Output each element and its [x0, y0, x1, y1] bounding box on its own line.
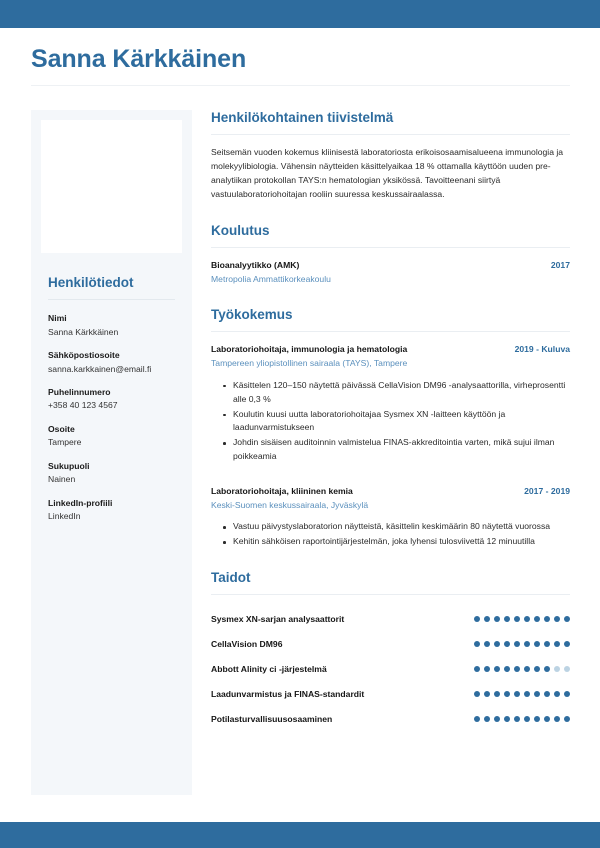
experience-role: Laboratoriohoitaja, kliininen kemia [211, 486, 353, 497]
skills-divider [211, 594, 570, 595]
skill-rating [474, 691, 570, 697]
rating-dot-filled [564, 616, 570, 622]
rating-dot-filled [484, 616, 490, 622]
education-date: 2017 [550, 260, 570, 271]
rating-dot-filled [564, 716, 570, 722]
experience-list [211, 343, 570, 549]
rating-dot-filled [514, 641, 520, 647]
section-education [211, 223, 570, 286]
education-entry-header [211, 259, 570, 272]
section-skills [211, 570, 570, 731]
rating-dot-filled [484, 641, 490, 647]
personal-detail-item [41, 460, 182, 486]
education-divider [211, 247, 570, 248]
rating-dot-filled [544, 716, 550, 722]
rating-dot-filled [484, 691, 490, 697]
rating-dot-filled [494, 691, 500, 697]
personal-detail-item [41, 497, 182, 523]
personal-detail-label: Puhelinnumero [48, 387, 111, 397]
summary-text: Seitsemän vuoden kokemus kliinisestä laboratoriosta erikoisosaamisalueena immunologia ja molekyylibiologia. Vähensin näytteiden käsittelyaikaa 18 % ottamalla käyttöön uuden pre-analytiikan protokollan TAYS:n hematologian yksikössä. Tavoitteenani siirtyä vastuulaboratoriohoitajan rooliin suuressa keskussairaalassa. [211, 147, 564, 199]
skill-name: CellaVision DM96 [211, 638, 283, 649]
personal-detail-value: LinkedIn [48, 511, 81, 522]
rating-dot-filled [534, 666, 540, 672]
education-entry [211, 259, 570, 286]
skill-rating [474, 616, 570, 622]
rating-dot-empty [564, 666, 570, 672]
section-experience [211, 307, 570, 549]
rating-dot-filled [534, 641, 540, 647]
rating-dot-filled [484, 716, 490, 722]
personal-detail-value: Sanna Kärkkäinen [48, 326, 119, 337]
rating-dot-filled [524, 616, 530, 622]
rating-dot-filled [554, 691, 560, 697]
education-list [211, 259, 570, 286]
sidebar-title-divider [48, 299, 175, 300]
sidebar-section-title: Henkilötiedot [48, 275, 134, 290]
education-title: Koulutus [211, 222, 270, 238]
experience-entry-header [211, 343, 570, 356]
rating-dot-filled [504, 641, 510, 647]
personal-detail-item [41, 349, 182, 375]
skills-title: Taidot [211, 570, 251, 586]
skill-rating [474, 666, 570, 672]
skill-row [211, 606, 570, 631]
personal-detail-label: Sähköpostiosoite [48, 350, 120, 361]
skill-name: Laadunvarmistus ja FINAS-standardit [211, 688, 365, 699]
skill-rating [474, 641, 570, 647]
education-degree: Bioanalyytikko (AMK) [211, 260, 300, 271]
experience-entry [211, 343, 570, 464]
experience-divider [211, 331, 570, 332]
rating-dot-filled [474, 716, 480, 722]
rating-dot-filled [514, 691, 520, 697]
experience-bullet: Johdin sisäisen auditoinnin valmistelua FINAS-akkreditointia varten, mikä sujui ilman poikkeamia [233, 436, 570, 464]
main-column [211, 110, 570, 733]
rating-dot-filled [504, 666, 510, 672]
rating-dot-filled [524, 691, 530, 697]
profile-photo-placeholder [41, 120, 182, 253]
rating-dot-filled [554, 616, 560, 622]
rating-dot-empty [554, 666, 560, 672]
rating-dot-filled [514, 616, 520, 622]
personal-detail-value: Tampere [48, 437, 82, 448]
personal-details-list [41, 312, 182, 522]
rating-dot-filled [564, 641, 570, 647]
rating-dot-filled [514, 666, 520, 672]
rating-dot-filled [564, 691, 570, 697]
experience-bullet-list [211, 379, 570, 465]
rating-dot-filled [544, 666, 550, 672]
rating-dot-filled [474, 641, 480, 647]
personal-detail-item [41, 312, 182, 338]
rating-dot-filled [544, 641, 550, 647]
experience-organization: Tampereen yliopistollinen sairaala (TAYS), Tampere [211, 358, 408, 369]
personal-detail-label: LinkedIn-profiili [48, 497, 113, 508]
experience-date: 2017 - 2019 [524, 486, 570, 497]
skill-row [211, 706, 570, 731]
summary-divider [211, 134, 570, 135]
personal-detail-label: Nimi [48, 313, 67, 324]
skill-row [211, 656, 570, 681]
rating-dot-filled [504, 616, 510, 622]
rating-dot-filled [474, 666, 480, 672]
skill-name: Potilasturvallisuusosaaminen [211, 713, 333, 724]
skill-row [211, 681, 570, 706]
personal-detail-label: Sukupuoli [48, 460, 90, 471]
page-title [31, 45, 570, 86]
personal-detail-item [41, 423, 182, 449]
personal-detail-value: Nainen [48, 474, 76, 485]
experience-entry-header [211, 485, 570, 498]
sidebar [31, 110, 192, 795]
rating-dot-filled [484, 666, 490, 672]
experience-bullet: Vastuu päivystyslaboratorion näytteistä, käsittelin keskimäärin 80 näytettä vuorossa [233, 520, 570, 534]
rating-dot-filled [544, 691, 550, 697]
rating-dot-filled [524, 666, 530, 672]
rating-dot-filled [524, 641, 530, 647]
education-school: Metropolia Ammattikorkeakoulu [211, 273, 331, 284]
experience-role: Laboratoriohoitaja, immunologia ja hematologia [211, 344, 408, 355]
rating-dot-filled [474, 691, 480, 697]
rating-dot-filled [474, 616, 480, 622]
skill-row [211, 631, 570, 656]
skill-name: Abbott Alinity ci -järjestelmä [211, 663, 327, 674]
rating-dot-filled [544, 616, 550, 622]
experience-bullet-list [211, 520, 570, 549]
experience-title: Työkokemus [211, 307, 293, 323]
rating-dot-filled [514, 716, 520, 722]
candidate-name: Sanna Kärkkäinen [31, 45, 247, 73]
experience-entry [211, 485, 570, 549]
top-accent-bar [0, 0, 600, 28]
rating-dot-filled [554, 716, 560, 722]
personal-detail-value: +358 40 123 4567 [48, 400, 118, 411]
rating-dot-filled [494, 616, 500, 622]
experience-bullet: Kehitin sähköisen raportointijärjestelmän, joka lyhensi tulosviivettä 12 minuutilla [233, 535, 570, 549]
personal-detail-label: Osoite [48, 423, 75, 434]
personal-detail-value: sanna.karkkainen@email.fi [48, 363, 152, 374]
rating-dot-filled [494, 641, 500, 647]
rating-dot-filled [534, 716, 540, 722]
header-divider [31, 85, 570, 86]
experience-date: 2019 - Kuluva [514, 344, 570, 355]
skills-list [211, 606, 570, 731]
rating-dot-filled [554, 641, 560, 647]
experience-bullet: Koulutin kuusi uutta laboratoriohoitajaa Sysmex XN -laitteen käyttöön ja laadunvarmistukseen [233, 408, 570, 436]
bottom-accent-bar [0, 822, 600, 848]
rating-dot-filled [494, 666, 500, 672]
rating-dot-filled [504, 691, 510, 697]
rating-dot-filled [494, 716, 500, 722]
summary-title: Henkilökohtainen tiivistelmä [211, 110, 394, 125]
experience-organization: Keski-Suomen keskussairaala, Jyväskylä [211, 500, 369, 511]
section-summary [211, 110, 570, 202]
skill-rating [474, 716, 570, 722]
rating-dot-filled [534, 616, 540, 622]
personal-detail-item [41, 386, 182, 412]
rating-dot-filled [504, 716, 510, 722]
experience-bullet: Käsittelen 120–150 näytettä päivässä CellaVision DM96 -analysaattorilla, virheprosentti alle 0,3 % [233, 379, 570, 407]
skill-name: Sysmex XN-sarjan analysaattorit [211, 613, 345, 624]
rating-dot-filled [534, 691, 540, 697]
rating-dot-filled [524, 716, 530, 722]
